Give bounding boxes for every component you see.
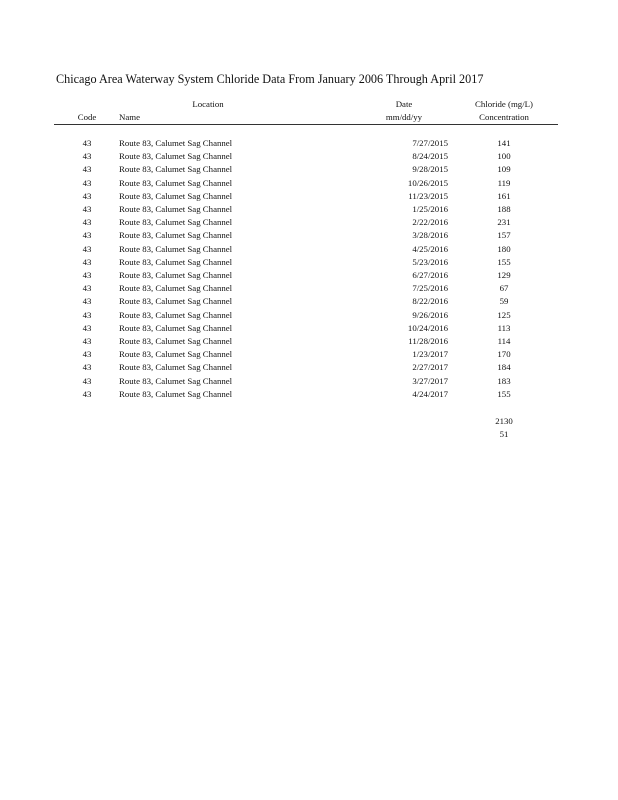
- cell-value: 180: [497, 243, 511, 254]
- cell-name: Route 83, Calumet Sag Channel: [119, 270, 233, 280]
- cell-date: 3/27/2017: [412, 375, 448, 386]
- cell-code: 43: [82, 164, 92, 175]
- cell-name: Route 83, Calumet Sag Channel: [119, 204, 233, 214]
- cell-value: 155: [497, 388, 511, 399]
- cell-name: Route 83, Calumet Sag Channel: [119, 283, 233, 294]
- cell-value: 170: [497, 349, 511, 360]
- header-code: Code: [77, 112, 97, 122]
- cell-date: 8/24/2015: [412, 151, 448, 162]
- cell-code: 43: [82, 243, 92, 254]
- header-chloride: Chloride (mg/L): [475, 99, 533, 109]
- cell-name: Route 83, Calumet Sag Channel: [119, 296, 233, 307]
- cell-name: Route 83, Calumet Sag Channel: [119, 243, 233, 254]
- cell-code: 43: [82, 230, 92, 241]
- cell-date: 2/22/2016: [412, 217, 448, 228]
- cell-date: 6/27/2016: [412, 270, 448, 280]
- cell-value: 100: [497, 151, 511, 162]
- cell-code: 43: [82, 322, 92, 333]
- cell-name: Route 83, Calumet Sag Channel: [119, 230, 233, 241]
- cell-code: 43: [82, 177, 92, 188]
- cell-value: 155: [497, 256, 511, 267]
- cell-value: 157: [497, 230, 511, 241]
- cell-value: 125: [497, 309, 511, 320]
- cell-code: 43: [82, 309, 92, 320]
- cell-date: 7/25/2016: [412, 283, 448, 294]
- cell-date: 9/26/2016: [412, 309, 448, 320]
- cell-name: Route 83, Calumet Sag Channel: [119, 256, 233, 267]
- cell-name: Route 83, Calumet Sag Channel: [119, 375, 233, 386]
- cell-date: 8/22/2016: [412, 296, 448, 307]
- cell-code: 43: [82, 138, 92, 148]
- cell-code: 43: [82, 349, 92, 360]
- cell-value: 114: [497, 336, 511, 346]
- cell-value: 59: [499, 296, 509, 307]
- cell-name: Route 83, Calumet Sag Channel: [119, 349, 233, 360]
- cell-date: 2/27/2017: [412, 362, 448, 373]
- cell-value: 141: [497, 138, 511, 148]
- cell-code: 43: [82, 336, 92, 346]
- header-concentration: Concentration: [479, 112, 529, 122]
- cell-code: 43: [82, 283, 92, 294]
- summary-max: 2130: [495, 416, 513, 426]
- page-title: Chicago Area Waterway System Chloride Data From January 2006 Through April 2017: [56, 72, 484, 86]
- cell-code: 43: [82, 362, 92, 373]
- cell-value: 119: [497, 177, 511, 188]
- header-name: Name: [119, 112, 141, 122]
- header-date-format: mm/dd/yy: [385, 112, 423, 122]
- cell-value: 161: [497, 190, 511, 201]
- cell-date: 1/23/2017: [412, 349, 448, 360]
- cell-date: 3/28/2016: [412, 230, 448, 241]
- cell-name: Route 83, Calumet Sag Channel: [119, 217, 233, 228]
- cell-date: 11/23/2015: [408, 190, 448, 201]
- cell-code: 43: [82, 204, 92, 214]
- cell-value: 113: [497, 322, 511, 333]
- cell-name: Route 83, Calumet Sag Channel: [119, 138, 233, 148]
- cell-date: 10/24/2016: [407, 322, 448, 333]
- cell-date: 9/28/2015: [412, 164, 448, 175]
- cell-code: 43: [82, 388, 92, 399]
- cell-value: 67: [499, 283, 509, 294]
- cell-value: 109: [497, 164, 511, 175]
- cell-code: 43: [82, 190, 92, 201]
- cell-date: 4/25/2016: [412, 243, 448, 254]
- header-date: Date: [395, 99, 413, 109]
- cell-code: 43: [82, 375, 92, 386]
- cell-value: 184: [497, 362, 511, 373]
- cell-code: 43: [82, 270, 92, 280]
- cell-code: 43: [82, 296, 92, 307]
- cell-date: 11/28/2016: [408, 336, 448, 346]
- cell-name: Route 83, Calumet Sag Channel: [119, 190, 233, 201]
- cell-value: 183: [497, 375, 511, 386]
- cell-name: Route 83, Calumet Sag Channel: [119, 362, 233, 373]
- cell-date: 10/26/2015: [407, 177, 448, 188]
- cell-date: 7/27/2015: [412, 138, 448, 148]
- cell-code: 43: [82, 217, 92, 228]
- cell-value: 129: [497, 270, 511, 280]
- cell-name: Route 83, Calumet Sag Channel: [119, 151, 233, 162]
- summary-count: 51: [499, 429, 509, 439]
- cell-date: 1/25/2016: [412, 204, 448, 214]
- cell-code: 43: [82, 151, 92, 162]
- cell-value: 188: [497, 204, 511, 214]
- cell-code: 43: [82, 256, 92, 267]
- cell-name: Route 83, Calumet Sag Channel: [119, 164, 233, 175]
- cell-value: 231: [497, 217, 511, 228]
- cell-name: Route 83, Calumet Sag Channel: [119, 322, 233, 333]
- cell-name: Route 83, Calumet Sag Channel: [119, 309, 233, 320]
- cell-date: 5/23/2016: [412, 256, 448, 267]
- cell-name: Route 83, Calumet Sag Channel: [119, 336, 233, 346]
- cell-name: Route 83, Calumet Sag Channel: [119, 177, 233, 188]
- cell-date: 4/24/2017: [412, 388, 448, 399]
- header-location: Location: [192, 99, 224, 109]
- cell-name: Route 83, Calumet Sag Channel: [119, 388, 233, 399]
